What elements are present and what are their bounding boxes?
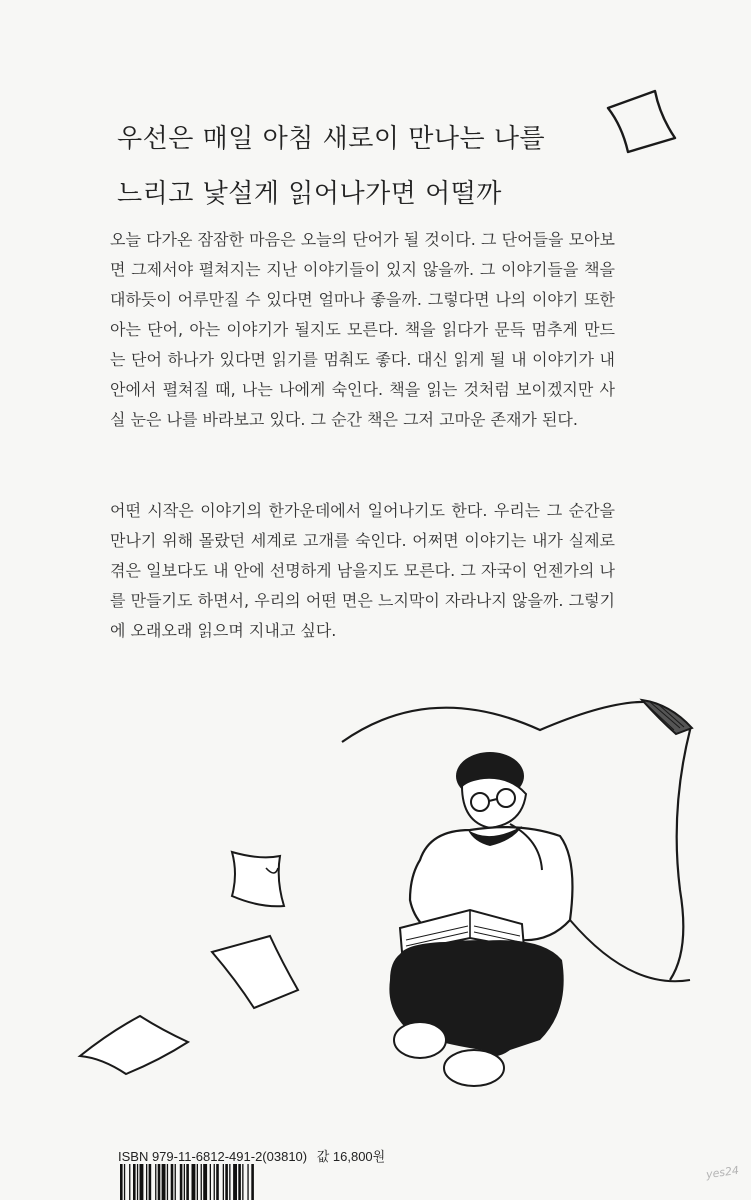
barcode-bar [167, 1164, 168, 1200]
barcode-bar [175, 1164, 176, 1200]
barcode-bar [229, 1164, 230, 1200]
right-foot [444, 1050, 504, 1086]
barcode-bar [155, 1164, 156, 1200]
headline [117, 112, 597, 222]
floating-paper-1-icon [232, 852, 284, 906]
isbn-number: ISBN 979-11-6812-491-2(03810) [118, 1149, 308, 1164]
barcode-bar [133, 1164, 136, 1200]
body-paragraph-1: 오늘 다가온 잠잠한 마음은 오늘의 단어가 될 것이다. 그 단어들을 모아보면 그제서야 펼쳐지는 지난 이야기들이 있지 않을까. 그 이야기들을 책을 대하듯이 어루만질 수 있다면 얼마나 좋을까. 그렇다면 나의 이야기 또한 아는 단어, 아는 이야기가 될지도 모른다. 책을 읽다가 문득 멈추게 만드는 단어 하나가 있다면 읽기를 멈춰도 좋다. 대신 읽게 될 내 이야기가 내 안에서 펼쳐질 때, 나는 나에게 숙인다. 책을 읽는 것처럼 보이겠지만 사실 눈은 나를 바라보고 있다. 그 순간 책은 그저 고마운 존재가 된다. [110, 230, 615, 429]
isbn-line [118, 1146, 391, 1165]
body-paragraph-2: 어떤 시작은 이야기의 한가운데에서 일어나기도 한다. 우리는 그 순간을 만나기 위해 몰랐던 세계로 고개를 숙인다. 어쩌면 이야기는 내가 실제로 겪은 일보다도 내 안에 선명하게 남을지도 모른다. 그 자국이 언젠가의 나를 만들기도 하면서, 우리의 어떤 면은 느지막이 자라나지 않을까. 그렇기에 오래오래 읽으며 지내고 싶다. [110, 501, 615, 640]
barcode-bar [247, 1164, 248, 1200]
barcode-bar [223, 1164, 224, 1200]
barcode-bar [210, 1164, 211, 1200]
barcode-bar [216, 1164, 219, 1200]
headline-line-1: 우선은 매일 아침 새로이 만나는 나를 [117, 124, 546, 154]
headline-line-2: 느리고 낯설게 읽어나가면 어떨까 [117, 179, 502, 209]
barcode-bar [158, 1164, 161, 1200]
barcode-bar [242, 1164, 243, 1200]
barcode-bar [192, 1164, 196, 1200]
barcode-bar [201, 1164, 202, 1200]
left-foot [394, 1022, 446, 1058]
barcode-bar [233, 1164, 237, 1200]
page-bottom-curve [570, 920, 690, 981]
floating-paper-2-icon [212, 936, 298, 1008]
barcode-bar [197, 1164, 198, 1200]
barcode [118, 1164, 358, 1200]
barcode-bar [140, 1164, 144, 1200]
barcode-bar [146, 1164, 147, 1200]
barcode-bar [184, 1164, 185, 1200]
barcode-bar [203, 1164, 207, 1200]
barcode-bar [180, 1164, 183, 1200]
watermark: yes24 [705, 1163, 740, 1182]
floating-paper-3-icon [80, 1016, 188, 1074]
floating-paper-icon [600, 86, 680, 156]
price-label: 값 16,800원 [316, 1149, 386, 1164]
barcode-bar [129, 1164, 130, 1200]
barcode-bar [149, 1164, 152, 1200]
barcode-bar [137, 1164, 138, 1200]
barcode-bar [251, 1164, 254, 1200]
barcode-bar [120, 1164, 123, 1200]
barcode-bar [171, 1164, 174, 1200]
reading-person-illustration [70, 690, 710, 1110]
barcode-bar [186, 1164, 189, 1200]
barcode-bar [124, 1164, 125, 1200]
barcode-bar [225, 1164, 228, 1200]
barcode-bar [214, 1164, 215, 1200]
barcode-bar [162, 1164, 166, 1200]
barcode-bar [238, 1164, 241, 1200]
